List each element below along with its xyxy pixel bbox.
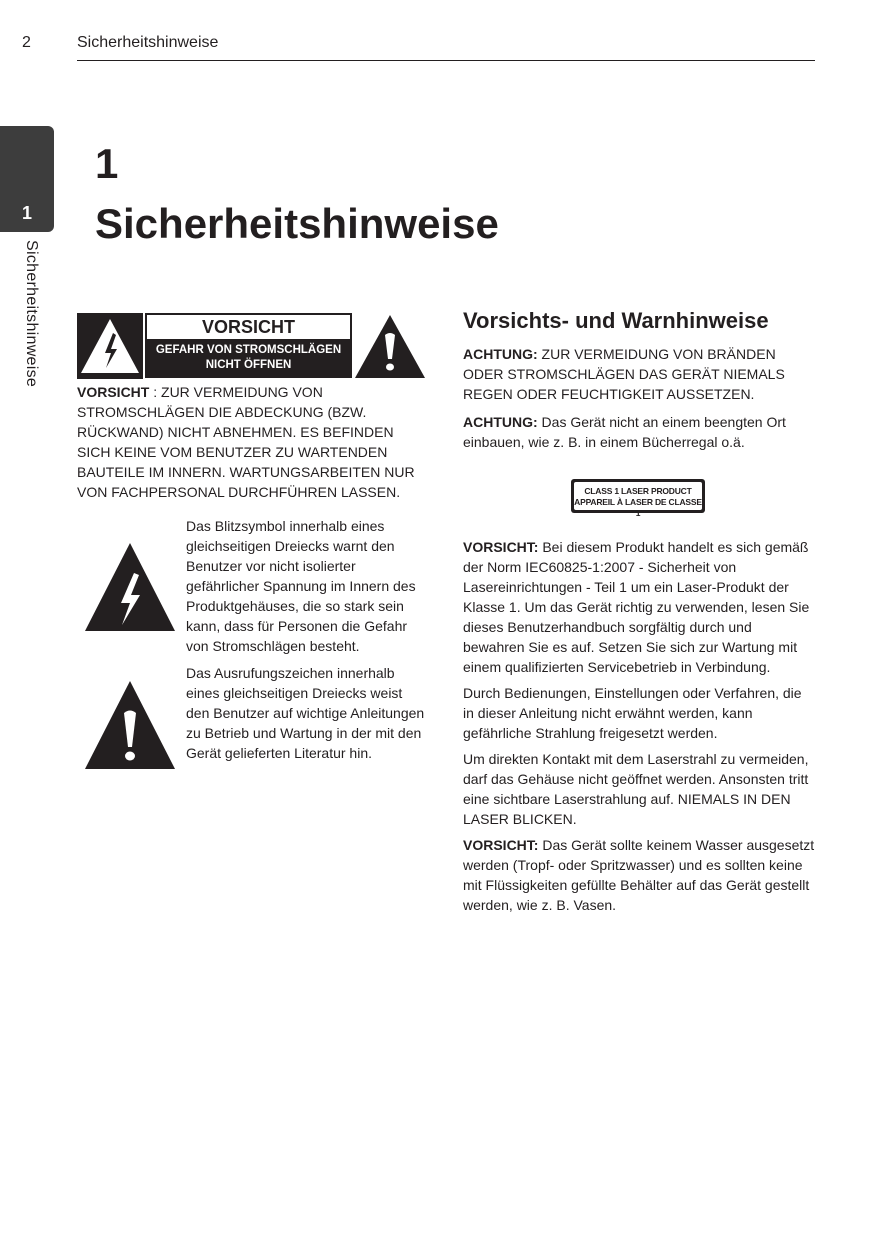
exclamation-warning-icon [354,313,426,379]
chapter-number: 1 [95,140,119,187]
achtung-label-1: ACHTUNG: [463,346,538,362]
vorsicht-label-water: VORSICHT: [463,837,539,853]
caution-title: VORSICHT [145,313,352,339]
chapter-side-tab [0,126,54,232]
page-number: 2 [22,34,31,51]
chapter-title: Sicherheitshinweise [95,200,499,247]
achtung-text-2: Das Gerät nicht an einem beengten Ort einbauen, wie z. B. in einem Bücherregal o.ä. [463,414,786,450]
laser-label-line-1: CLASS 1 LASER PRODUCT [584,486,692,496]
vorsicht-text: : ZUR VERMEIDUNG VON STROMSCHLÄGEN DIE ABDECKUNG (BZW. RÜCKWAND) NICHT ABNEHMEN. ES BEFINDEN SICH KEINE VOM BENUTZER ZU WARTENDEN BAUTEILE IM INNERN. WARTUNGSARBEITEN NUR VON FACHPERSONAL DURCHFÜHREN LASSEN. [77,384,415,500]
running-title: Sicherheitshinweise [77,34,219,51]
lightning-warning-icon [77,313,143,379]
vorsicht-text-laser: Bei diesem Produkt handelt es sich gemäß der Norm IEC60825-1:2007 - Sicherheit von Lasereinrichtungen - Teil 1 um ein Laser-Produkt der Klasse 1. Um das Gerät richtig zu verwenden, lesen Sie dieses Benutzerhandbuch sorgfältig durch und bewahren Sie es auf. Setzen Sie sich zur Wartung mit einem qualifizierten Servicebetrieb in Verbindung. [463,539,810,675]
vorsicht-text-water: Das Gerät sollte keinem Wasser ausgesetzt werden (Tropf- oder Spritzwasser) und es sollten keine mit Flüssigkeiten gefüllte Behälter auf das Gerät gestellt werden, wie z. B. Vasen. [463,837,815,913]
vorsicht-label-laser: VORSICHT: [463,539,539,555]
achtung-text-1: ZUR VERMEIDUNG VON BRÄNDEN ODER STROMSCHLÄGEN DAS GERÄT NIEMALS REGEN ODER FEUCHTIGKEIT AUSSETZEN. [463,346,785,402]
vorsicht-label: VORSICHT [77,384,150,400]
caution-label [145,313,352,378]
right-column-top [463,344,815,458]
lightning-triangle-icon [84,541,176,633]
exclamation-symbol-description: Das Ausrufungszeichen innerhalb eines gleichseitigen Dreiecks weist den Benutzer auf wichtige Anleitungen zu Betrieb und Wartung in der mit den Gerät gelieferten Literatur hin. [186,665,425,761]
caution-line-2: NICHT ÖFFNEN [205,359,292,371]
radiation-paragraph: Durch Bedienungen, Einstellungen oder Verfahren, die in dieser Anleitung nicht erwähnt werden, kann gefährliche Strahlung freigesetzt werden. [463,685,802,741]
left-warning-paragraph [77,382,427,508]
caution-line-1: GEFAHR VON STROMSCHLÄGEN [155,344,342,356]
laser-class-label [571,479,705,518]
achtung-label-2: ACHTUNG: [463,414,538,430]
side-tab-number: 1 [21,203,32,223]
laser-label-line-2: APPAREIL À LASER DE CLASSE 1 [574,497,702,518]
right-column-bottom [463,537,815,921]
lightning-symbol-description: Das Blitzsymbol innerhalb eines gleichseitigen Dreiecks warnt den Benutzer vor nicht isolierter gefährlicher Spannung im Innern des Produktgehäuses, die so stark sein kann, dass für Personen die Gefahr von Stromschlägen besteht. [186,518,416,654]
header-rule [77,60,815,61]
section-heading: Vorsichts- und Warnhinweise [463,308,769,333]
side-tab-label: Sicherheitshinweise [23,240,40,388]
exclamation-triangle-icon [84,679,176,771]
caution-subtitle [145,339,352,378]
laser-contact-paragraph: Um direkten Kontakt mit dem Laserstrahl zu vermeiden, darf das Gehäuse nicht geöffnet werden. Ansonsten tritt eine sichtbare Laserstrahlung auf. NIEMALS IN DEN LASER BLICKEN. [463,751,809,827]
